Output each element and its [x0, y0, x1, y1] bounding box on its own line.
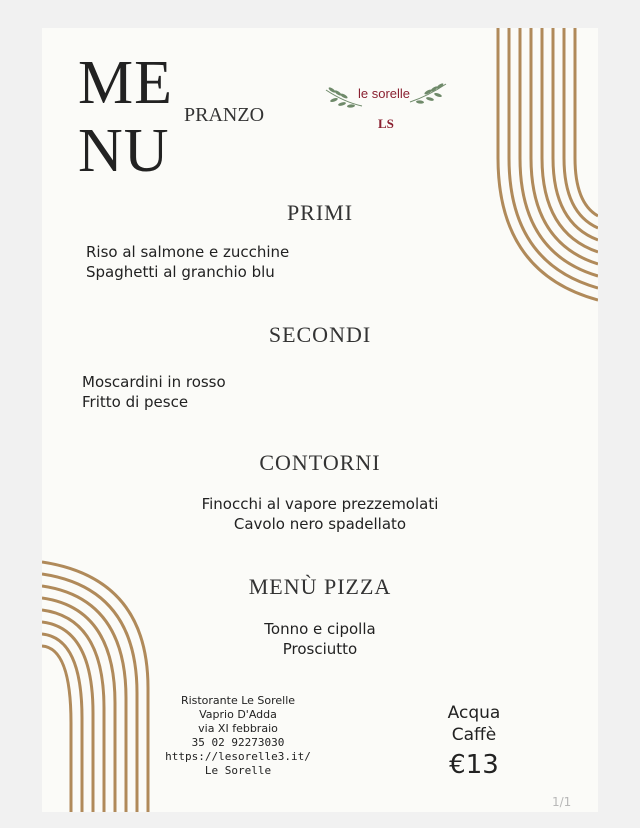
pizza-item-1: Tonno e cipolla — [264, 620, 376, 638]
olive-branch-right-icon — [408, 80, 448, 110]
restaurant-contact-block — [158, 694, 318, 778]
restaurant-website: https://lesorelle3.it/ — [165, 750, 311, 763]
logo-monogram: LS — [378, 116, 394, 131]
secondi-item-1: Moscardini in rosso — [82, 373, 226, 391]
price-includes-water: Acqua — [447, 703, 501, 723]
restaurant-city: Vaprio D'Adda — [199, 708, 277, 721]
section-heading-pizza: MENÙ PIZZA — [248, 574, 392, 599]
secondi-item-2: Fritto di pesce — [82, 393, 189, 411]
primi-item-1: Riso al salmone e zucchine — [86, 243, 290, 261]
pizza-item-2: Prosciutto — [282, 640, 358, 658]
section-heading-primi: PRIMI — [286, 200, 354, 225]
contorni-item-1: Finocchi al vapore prezzemolati — [201, 495, 439, 513]
menu-title-line1: ME — [78, 49, 173, 117]
restaurant-name: Ristorante Le Sorelle — [180, 694, 296, 707]
restaurant-phone: 35 02 92273030 — [191, 736, 285, 749]
menu-subtitle: PRANZO — [184, 104, 265, 126]
arch-decoration-top-right — [492, 28, 598, 303]
price-block — [430, 702, 518, 782]
section-heading-contorni: CONTORNI — [259, 450, 381, 475]
price-includes-coffee: Caffè — [451, 725, 497, 745]
primi-item-2: Spaghetti al granchio blu — [86, 263, 275, 281]
price-amount: €13 — [449, 750, 499, 780]
menu-title-line2: NU — [78, 117, 170, 185]
section-heading-secondi: SECONDI — [268, 322, 372, 347]
contorni-item-2: Cavolo nero spadellato — [233, 515, 407, 533]
page-indicator: 1/1 — [552, 795, 572, 809]
restaurant-street: via XI febbraio — [198, 722, 278, 735]
logo — [324, 78, 448, 138]
menu-page — [42, 28, 598, 812]
logo-text: le sorelle — [358, 86, 411, 101]
restaurant-social: Le Sorelle — [204, 764, 272, 777]
